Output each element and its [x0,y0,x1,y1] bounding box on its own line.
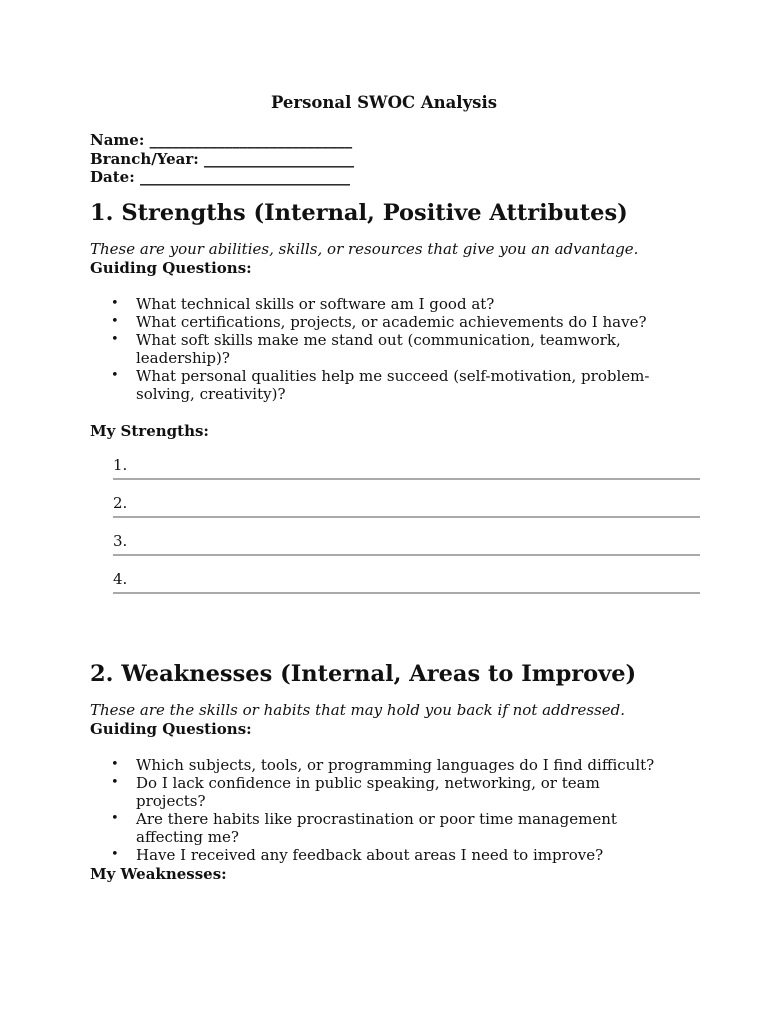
my-weaknesses-label: My Weaknesses: [90,865,227,883]
strength-entry-line-3[interactable] [113,532,700,556]
list-item: • What certifications, projects, or academic achievements do I have? [0,313,656,331]
list-item: • Which subjects, tools, or programming languages do I find difficult? [0,756,656,774]
strength-entry-line-2[interactable] [113,494,700,518]
strength-entry-line-1[interactable] [113,456,700,480]
list-item: • What soft skills make me stand out (communication, teamwork, leadership)? [0,331,656,367]
list-item: • Are there habits like procrastination or poor time management affecting me? [0,810,656,846]
list-item: • Do I lack confidence in public speaking, networking, or team projects? [0,774,656,810]
name-field: Name: ___________________________ [90,131,353,149]
line-number: 4. [113,570,128,588]
list-item: • Have I received any feedback about areas I need to improve? [0,846,656,864]
strengths-intro: These are your abilities, skills, or resources that give you an advantage. [90,240,639,258]
weaknesses-questions-list [0,756,768,864]
branch-year-field: Branch/Year: ____________________ [90,150,355,168]
weaknesses-heading: 2. Weaknesses (Internal, Areas to Improve) [90,661,637,687]
strength-entry-line-4[interactable] [113,570,700,594]
weaknesses-intro: These are the skills or habits that may hold you back if not addressed. [90,701,625,719]
line-number: 1. [113,456,128,474]
my-strengths-label: My Strengths: [90,422,209,440]
date-field: Date: ____________________________ [90,168,350,186]
page-title: Personal SWOC Analysis [270,93,498,112]
list-item: • What personal qualities help me succeed (self-motivation, problem-solving, creativity)? [0,367,656,403]
strengths-heading: 1. Strengths (Internal, Positive Attributes) [90,200,628,226]
weaknesses-guiding-label: Guiding Questions: [90,720,252,738]
list-item: • What technical skills or software am I good at? [0,295,656,313]
strengths-guiding-label: Guiding Questions: [90,259,252,277]
line-number: 2. [113,494,128,512]
strengths-questions-list [0,295,768,403]
line-number: 3. [113,532,128,550]
